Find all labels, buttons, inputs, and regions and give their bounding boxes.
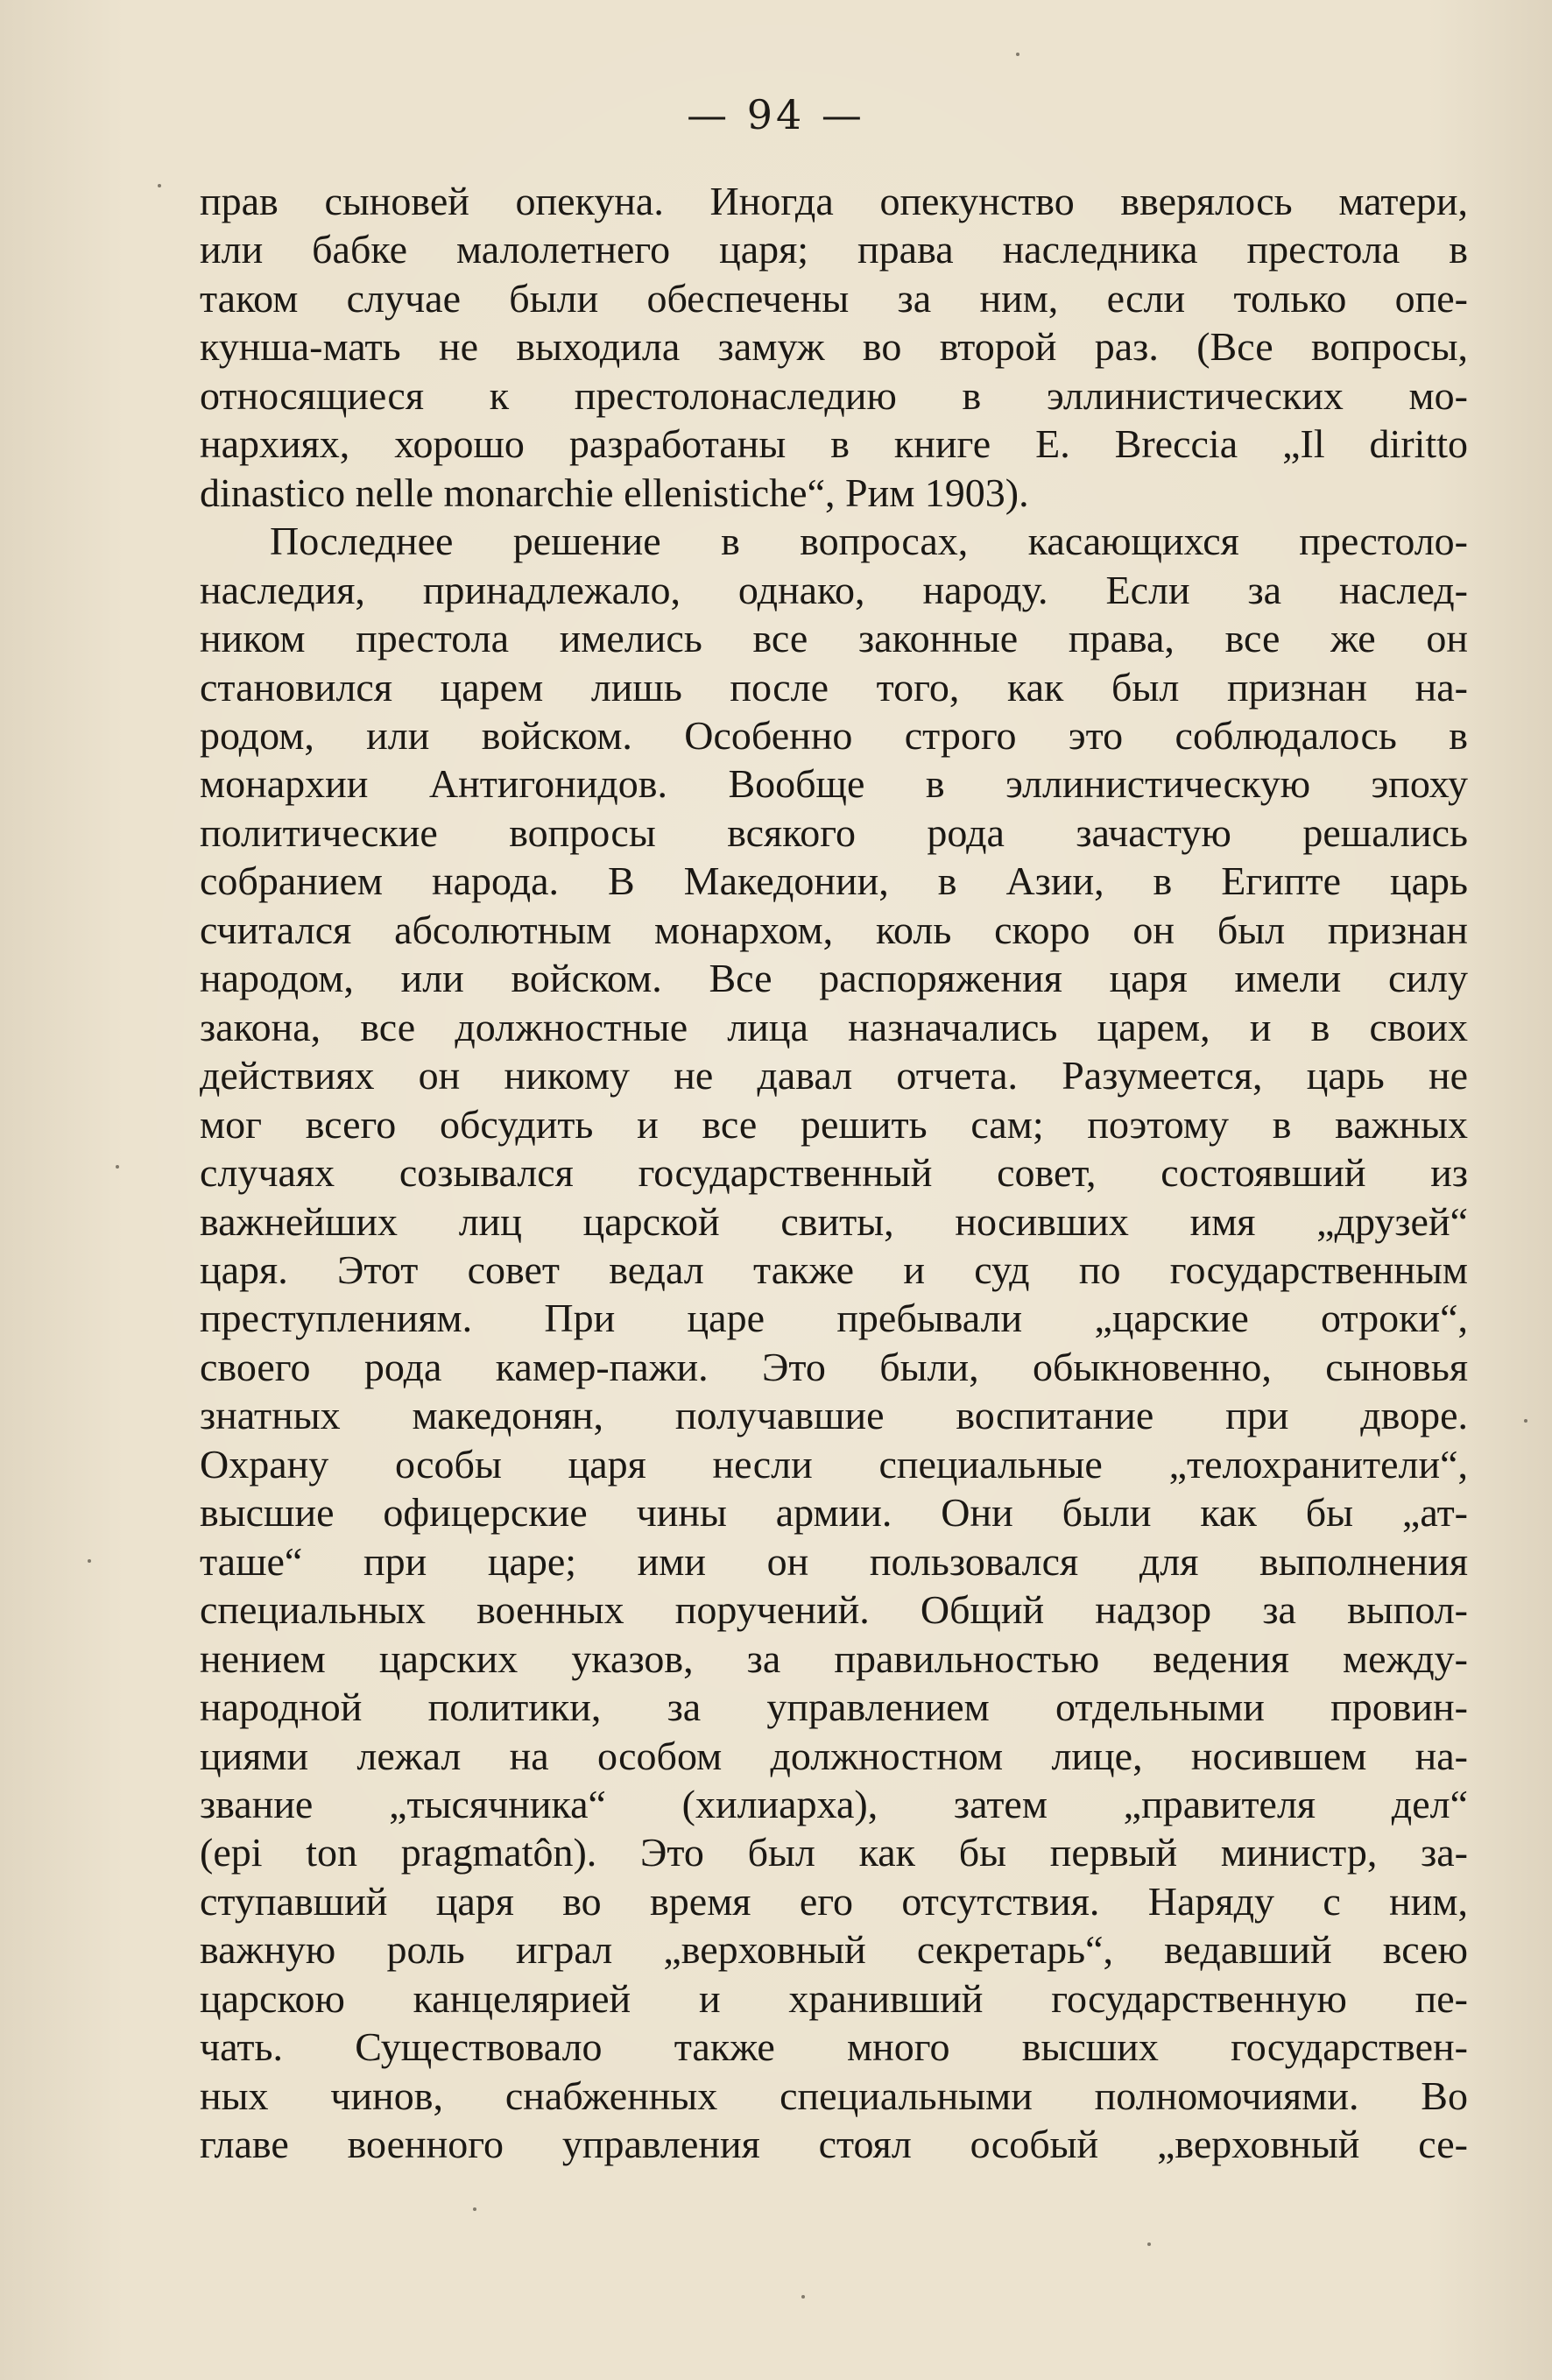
paper-speck xyxy=(158,184,161,187)
paragraph-2 xyxy=(200,517,1468,2168)
text-line: высшие офицерские чины армии. Они были как бы „ат- xyxy=(200,1490,1468,1536)
text-line: знатных македонян, получавшие воспитание при дворе. xyxy=(200,1393,1468,1438)
text-line: специальных военных поручений. Общий надзор за выпол- xyxy=(200,1587,1468,1633)
text-line: Охрану особы царя несли специальные „телохранители“, xyxy=(200,1441,1468,1487)
text-line: кунша-мать не выходила замуж во второй раз. (Все вопросы, xyxy=(200,324,1468,370)
paragraph-1 xyxy=(200,177,1468,517)
text-line: Последнее решение в вопросах, касающихся престоло- xyxy=(270,519,1468,564)
text-line: нархиях, хорошо разработаны в книге E. Breccia „Il diritto xyxy=(200,421,1468,467)
text-line: таком случае были обеспечены за ним, если только опе- xyxy=(200,275,1468,321)
text-line: главе военного управления стоял особый „верховный се- xyxy=(200,2122,1468,2167)
text-line: действиях он никому не давал отчета. Разумеется, царь не xyxy=(200,1053,1468,1098)
text-line: монархии Антигонидов. Вообще в эллинистическую эпоху xyxy=(200,761,1468,807)
text-line: закона, все должностные лица назначались царем, и в своих xyxy=(200,1004,1468,1049)
text-line: народом, или войском. Все распоряжения царя имели силу xyxy=(200,956,1468,1001)
text-line: народной политики, за управлением отдельными провин- xyxy=(200,1684,1468,1730)
text-line: звание „тысячника“ (хилиарха), затем „правителя дел“ xyxy=(200,1781,1468,1826)
text-line: считался абсолютным монархом, коль скоро он был признан xyxy=(200,907,1468,952)
text-line: относящиеся к престолонаследию в эллинистических мо- xyxy=(200,372,1468,418)
text-line: циями лежал на особом должностном лице, носившем на- xyxy=(200,1733,1468,1778)
text-line: чать. Существовало также много высших государствен- xyxy=(200,2024,1468,2070)
text-line: или бабке малолетнего царя; права наследника престола в xyxy=(200,227,1468,272)
paper-speck xyxy=(1524,1419,1527,1423)
text-line: становился царем лишь после того, как был признан на- xyxy=(200,664,1468,710)
text-line: царскою канцелярией и хранивший государственную пе- xyxy=(200,1975,1468,2021)
paper-speck xyxy=(1147,2242,1151,2246)
text-line: политические вопросы всякого рода зачастую решались xyxy=(200,809,1468,855)
text-line: мог всего обсудить и все решить сам; поэтому в важных xyxy=(200,1101,1468,1147)
text-line: случаях созывался государственный совет, состоявший из xyxy=(200,1150,1468,1196)
text-line: родом, или войском. Особенно строго это соблюдалось в xyxy=(200,712,1468,758)
text-line: нением царских указов, за правильностью ведения между- xyxy=(200,1635,1468,1681)
paper-speck xyxy=(116,1165,119,1169)
text-line: царя. Этот совет ведал также и суд по государственным xyxy=(200,1246,1468,1292)
body-text xyxy=(200,177,1468,2169)
text-line: важнейших лиц царской свиты, носивших имя „друзей“ xyxy=(200,1198,1468,1244)
paper-speck xyxy=(1016,53,1019,56)
text-line: важную роль играл „верховный секретарь“, ведавший всею xyxy=(200,1927,1468,1973)
text-line: (epi ton pragmatôn). Это был как бы первый министр, за- xyxy=(200,1830,1468,1875)
paper-speck xyxy=(801,2295,805,2299)
paper-speck xyxy=(88,1559,91,1563)
text-line: ных чинов, снабженных специальными полномочиями. Во xyxy=(200,2073,1468,2118)
text-line: прав сыновей опекуна. Иногда опекунство вверялось матери, xyxy=(200,179,1468,223)
text-line: преступлениям. При царе пребывали „царские отроки“, xyxy=(200,1296,1468,1341)
page-number: — 94 — xyxy=(687,91,865,138)
text-line: ступавший царя во время его отсутствия. Наряду с ним, xyxy=(200,1878,1468,1924)
text-line: ником престола имелись все законные права, все же он xyxy=(200,616,1468,661)
paper-speck xyxy=(473,2207,476,2211)
text-line: dinastico nelle monarchie ellenistiche“, Рим 1903). xyxy=(200,470,1029,515)
text-line: своего рода камер-пажи. Это были, обыкновенно, сыновья xyxy=(200,1344,1468,1389)
text-line: собранием народа. В Македонии, в Азии, в Египте царь xyxy=(200,858,1468,904)
text-line: таше“ при царе; ими он пользовался для выполнения xyxy=(200,1538,1468,1584)
text-line: наследия, принадлежало, однако, народу. Если за наслед- xyxy=(200,567,1468,612)
